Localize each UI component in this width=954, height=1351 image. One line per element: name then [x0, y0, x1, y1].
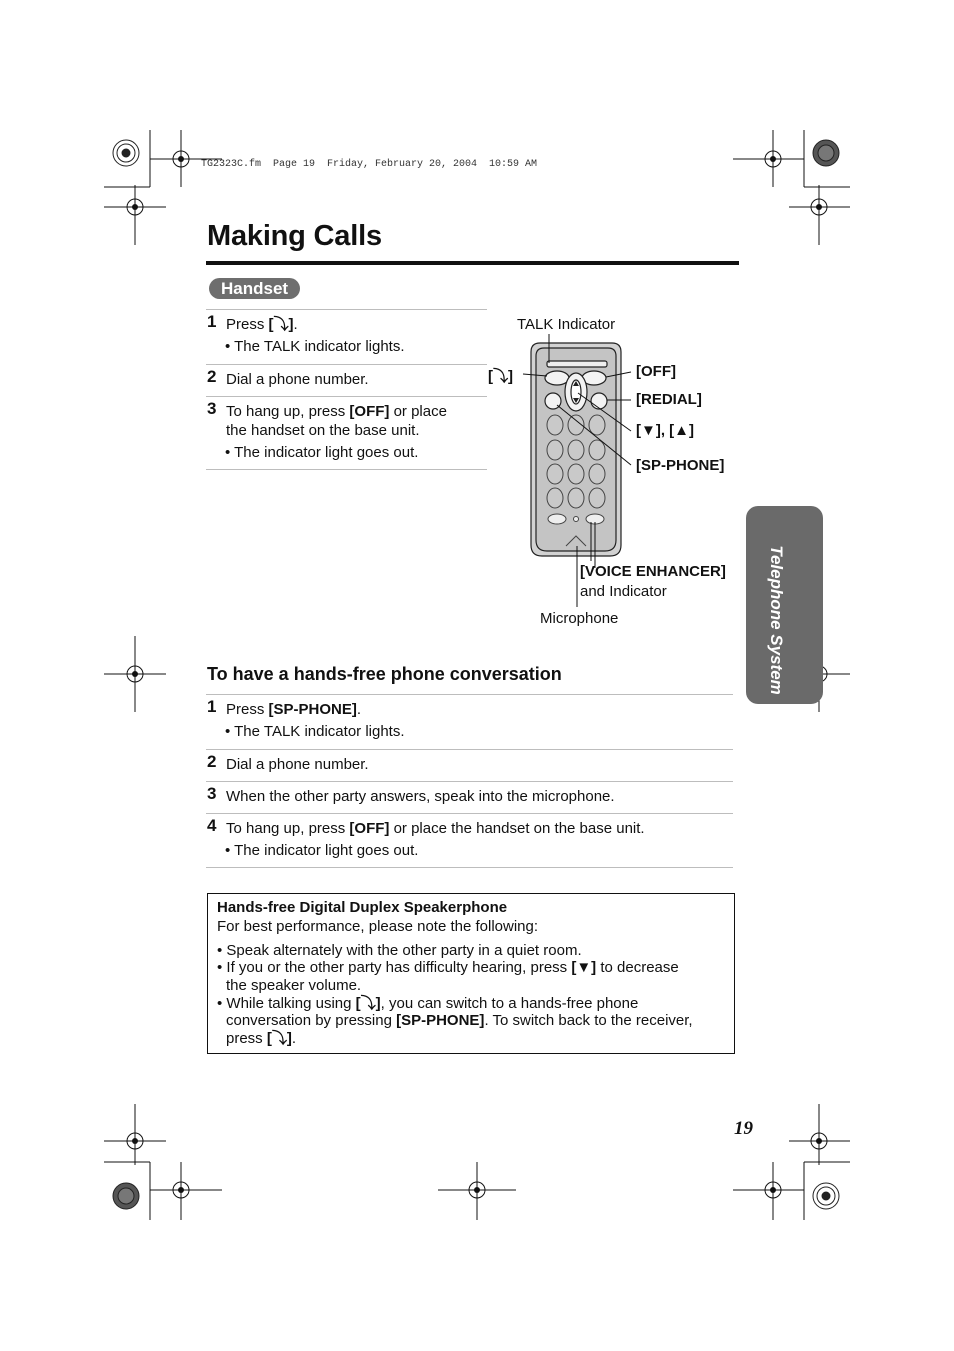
sp-phone-key: [SP-PHONE]	[268, 701, 357, 718]
note-text: , you can switch to a hands-free phone	[380, 995, 639, 1012]
voice-enhancer-indicator-label: and Indicator	[580, 583, 667, 600]
section-tab-label: Telephone System	[767, 545, 786, 695]
note-text: to decrease	[596, 959, 679, 976]
divider	[206, 813, 733, 814]
step-text: Press	[226, 316, 269, 333]
page-number: 19	[734, 1118, 753, 1139]
step-note: • The indicator light goes out.	[225, 444, 419, 461]
note-title: Hands-free Digital Duplex Speakerphone	[217, 899, 508, 916]
talk-key: [⤵]	[266, 1030, 292, 1047]
note-text: conversation by pressing	[226, 1012, 397, 1029]
off-key: [OFF]	[349, 403, 390, 420]
step-text: Dial a phone number.	[226, 371, 369, 388]
divider	[206, 781, 733, 782]
step-text: .	[356, 701, 362, 718]
note-intro: For best performance, please note the following:	[217, 918, 539, 935]
divider	[206, 749, 733, 750]
down-key: [▼]	[571, 959, 597, 976]
talk-indicator-label: TALK Indicator	[517, 316, 616, 333]
handset-label: Handset	[209, 278, 300, 299]
step-text: Dial a phone number.	[226, 756, 369, 773]
handsfree-heading: To have a hands-free phone conversation	[207, 664, 562, 684]
step-text: To hang up, press	[226, 403, 350, 420]
redial-key-label: [REDIAL]	[636, 391, 702, 408]
note-text: • If you or the other party has difficulty hearing, press	[217, 959, 572, 976]
note-bullet-3-cont2	[226, 1030, 296, 1047]
step-note: • The TALK indicator lights.	[225, 723, 405, 740]
sp-phone-key: [SP-PHONE]	[396, 1012, 485, 1029]
note-text: .	[291, 1030, 297, 1047]
note-bullet-3	[217, 995, 638, 1012]
step-number: 3	[207, 784, 217, 803]
microphone-label: Microphone	[540, 610, 619, 627]
note-text: • While talking using	[217, 995, 356, 1012]
page-title: Making Calls	[207, 220, 382, 252]
step-text: or place the handset on the base unit.	[389, 820, 645, 837]
note-text: press	[226, 1030, 267, 1047]
arrow-keys-label: [▼], [▲]	[636, 422, 695, 439]
note-bullet-2	[217, 959, 679, 976]
note-bullet-3-cont	[226, 1012, 693, 1029]
voice-enhancer-label: [VOICE ENHANCER]	[580, 563, 726, 580]
step-note: • The indicator light goes out.	[225, 842, 419, 859]
step-text: or place	[389, 403, 447, 420]
talk-key: [⤵]	[355, 995, 381, 1012]
talk-key: [⤵]	[268, 316, 294, 333]
step-number: 3	[207, 399, 217, 418]
step-note: • The TALK indicator lights.	[225, 338, 405, 355]
divider	[206, 694, 733, 695]
step-number: 2	[207, 367, 217, 386]
off-key: [OFF]	[349, 820, 390, 837]
divider	[206, 867, 733, 868]
note-bullet-2-cont: the speaker volume.	[226, 977, 362, 994]
step-text: When the other party answers, speak into the microphone.	[226, 788, 615, 805]
note-bullet-1: • Speak alternately with the other party in a quiet room.	[217, 942, 582, 959]
note-text: . To switch back to the receiver,	[484, 1012, 693, 1029]
section-tab	[746, 506, 823, 704]
talk-key-label: [⤵]	[488, 368, 513, 385]
step-number: 4	[207, 816, 217, 835]
step-text: Press	[226, 701, 269, 718]
step-number: 1	[207, 697, 217, 716]
step-number: 1	[207, 312, 217, 331]
off-key-label: [OFF]	[636, 363, 676, 380]
print-header: TG2323C.fm Page 19 Friday, February 20, 2004 10:59 AM	[201, 159, 538, 170]
step-text: the handset on the base unit.	[226, 422, 420, 439]
sp-phone-key-label: [SP-PHONE]	[636, 457, 725, 474]
step-text: .	[293, 316, 298, 333]
step-text: To hang up, press	[226, 820, 350, 837]
step-number: 2	[207, 752, 217, 771]
